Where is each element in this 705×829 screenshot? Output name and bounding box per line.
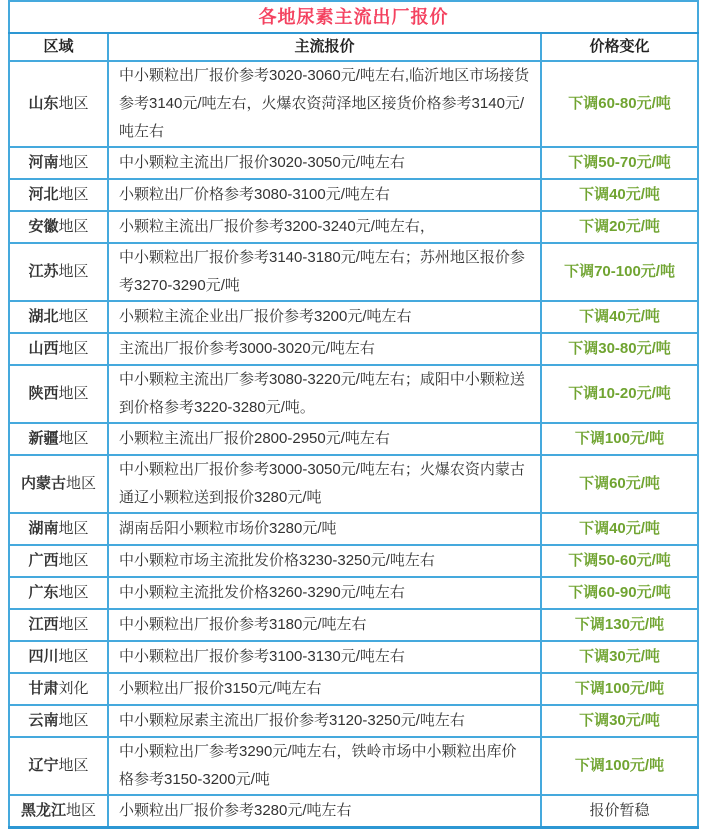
region-suffix: 地区 (58, 712, 89, 729)
region-name: 四川 (28, 648, 59, 665)
region-cell (9, 423, 108, 455)
region-suffix: 地区 (58, 520, 89, 537)
table-row (9, 61, 698, 147)
region-suffix: 地区 (58, 430, 89, 447)
region-suffix: 地区 (58, 186, 89, 203)
table-row (9, 211, 698, 243)
table-title: 各地尿素主流出厂报价 (9, 1, 698, 33)
quote-cell: 中小颗粒主流批发价格3260-3290元/吨左右 (108, 577, 541, 609)
region-suffix: 地区 (58, 95, 89, 112)
col-header-change: 价格变化 (541, 33, 698, 61)
region-cell (9, 365, 108, 423)
table-row (9, 513, 698, 545)
region-cell (9, 795, 108, 828)
region-cell (9, 147, 108, 179)
region-name: 云南 (28, 712, 59, 729)
table-row (9, 365, 698, 423)
change-cell: 报价暂稳 (541, 795, 698, 828)
region-name: 河北 (28, 186, 59, 203)
table-row (9, 737, 698, 795)
table-row (9, 455, 698, 513)
quote-cell: 中小颗粒出厂报价参考3000-3050元/吨左右；火爆农资内蒙古通辽小颗粒送到报价3280元/吨 (108, 455, 541, 513)
change-cell: 下调100元/吨 (541, 423, 698, 455)
change-cell: 下调50-60元/吨 (541, 545, 698, 577)
region-cell (9, 333, 108, 365)
region-name: 湖北 (28, 308, 59, 325)
region-name: 广西 (28, 552, 59, 569)
change-cell: 下调60-90元/吨 (541, 577, 698, 609)
change-cell: 下调10-20元/吨 (541, 365, 698, 423)
region-suffix: 刘化 (58, 680, 89, 697)
region-name: 广东 (28, 584, 59, 601)
quote-cell: 中小颗粒主流出厂报价3020-3050元/吨左右 (108, 147, 541, 179)
table-row (9, 301, 698, 333)
quote-cell: 主流出厂报价参考3000-3020元/吨左右 (108, 333, 541, 365)
region-cell (9, 673, 108, 705)
region-suffix: 地区 (58, 648, 89, 665)
table-row (9, 147, 698, 179)
region-cell (9, 609, 108, 641)
table-row (9, 423, 698, 455)
quote-cell: 中小颗粒出厂报价参考3140-3180元/吨左右；苏州地区报价参考3270-3290元/吨 (108, 243, 541, 301)
quote-cell: 小颗粒出厂价格参考3080-3100元/吨左右 (108, 179, 541, 211)
table-row (9, 641, 698, 673)
header-row (9, 33, 698, 61)
region-cell (9, 641, 108, 673)
col-header-quote: 主流报价 (108, 33, 541, 61)
region-cell (9, 243, 108, 301)
region-cell (9, 545, 108, 577)
change-cell: 下调40元/吨 (541, 301, 698, 333)
table-row (9, 179, 698, 211)
col-header-region: 区域 (9, 33, 108, 61)
region-name: 山东 (28, 95, 59, 112)
change-cell: 下调50-70元/吨 (541, 147, 698, 179)
title-row (9, 1, 698, 33)
quote-cell: 中小颗粒出厂参考3290元/吨左右，铁岭市场中小颗粒出库价格参考3150-3200元/吨 (108, 737, 541, 795)
quote-cell: 湖南岳阳小颗粒市场价3280元/吨 (108, 513, 541, 545)
region-name: 湖南 (28, 520, 59, 537)
region-name: 安徽 (28, 218, 59, 235)
table-row (9, 673, 698, 705)
region-cell (9, 179, 108, 211)
table-row (9, 795, 698, 828)
table-row (9, 577, 698, 609)
change-cell: 下调70-100元/吨 (541, 243, 698, 301)
region-name: 辽宁 (28, 757, 59, 774)
change-cell: 下调20元/吨 (541, 211, 698, 243)
region-suffix: 地区 (58, 552, 89, 569)
quote-cell: 小颗粒出厂报价3150元/吨左右 (108, 673, 541, 705)
region-suffix: 地区 (58, 154, 89, 171)
region-name: 新疆 (28, 430, 59, 447)
region-cell (9, 705, 108, 737)
region-suffix: 地区 (58, 385, 89, 402)
region-suffix: 地区 (66, 475, 97, 492)
region-suffix: 地区 (58, 757, 89, 774)
region-cell (9, 211, 108, 243)
change-cell: 下调40元/吨 (541, 179, 698, 211)
change-cell: 下调60元/吨 (541, 455, 698, 513)
region-name: 江西 (28, 616, 59, 633)
quote-cell: 小颗粒出厂报价参考3280元/吨左右 (108, 795, 541, 828)
region-name: 黑龙江 (20, 802, 66, 819)
region-name: 山西 (28, 340, 59, 357)
change-cell: 下调30-80元/吨 (541, 333, 698, 365)
quote-cell: 中小颗粒主流出厂参考3080-3220元/吨左右；咸阳中小颗粒送到价格参考3220-3280元/吨。 (108, 365, 541, 423)
region-cell (9, 513, 108, 545)
table-row (9, 243, 698, 301)
quote-cell: 中小颗粒出厂报价参考3180元/吨左右 (108, 609, 541, 641)
quote-cell: 中小颗粒出厂报价参考3020-3060元/吨左右,临沂地区市场接货参考3140元/吨左右，火爆农资菏泽地区接货价格参考3140元/吨左右 (108, 61, 541, 147)
price-table (8, 0, 699, 829)
change-cell: 下调100元/吨 (541, 673, 698, 705)
region-cell (9, 577, 108, 609)
change-cell: 下调100元/吨 (541, 737, 698, 795)
region-suffix: 地区 (58, 308, 89, 325)
quote-cell: 中小颗粒市场主流批发价格3230-3250元/吨左右 (108, 545, 541, 577)
region-name: 河南 (28, 154, 59, 171)
region-suffix: 地区 (66, 802, 97, 819)
region-suffix: 地区 (58, 616, 89, 633)
change-cell: 下调30元/吨 (541, 641, 698, 673)
region-name: 内蒙古 (20, 475, 66, 492)
region-cell (9, 455, 108, 513)
region-name: 甘肃 (28, 680, 59, 697)
table-body (9, 61, 698, 828)
change-cell: 下调60-80元/吨 (541, 61, 698, 147)
change-cell: 下调130元/吨 (541, 609, 698, 641)
region-cell (9, 301, 108, 333)
table-row (9, 705, 698, 737)
region-cell (9, 737, 108, 795)
quote-cell: 中小颗粒尿素主流出厂报价参考3120-3250元/吨左右 (108, 705, 541, 737)
quote-cell: 小颗粒主流出厂报价参考3200-3240元/吨左右， (108, 211, 541, 243)
region-name: 陕西 (28, 385, 59, 402)
region-name: 江苏 (28, 263, 59, 280)
region-suffix: 地区 (58, 263, 89, 280)
table-row (9, 333, 698, 365)
quote-cell: 小颗粒主流出厂报价2800-2950元/吨左右 (108, 423, 541, 455)
region-suffix: 地区 (58, 218, 89, 235)
quote-cell: 小颗粒主流企业出厂报价参考3200元/吨左右 (108, 301, 541, 333)
region-suffix: 地区 (58, 340, 89, 357)
region-cell (9, 61, 108, 147)
region-suffix: 地区 (58, 584, 89, 601)
quote-cell: 中小颗粒出厂报价参考3100-3130元/吨左右 (108, 641, 541, 673)
change-cell: 下调40元/吨 (541, 513, 698, 545)
table-row (9, 609, 698, 641)
table-row (9, 545, 698, 577)
change-cell: 下调30元/吨 (541, 705, 698, 737)
